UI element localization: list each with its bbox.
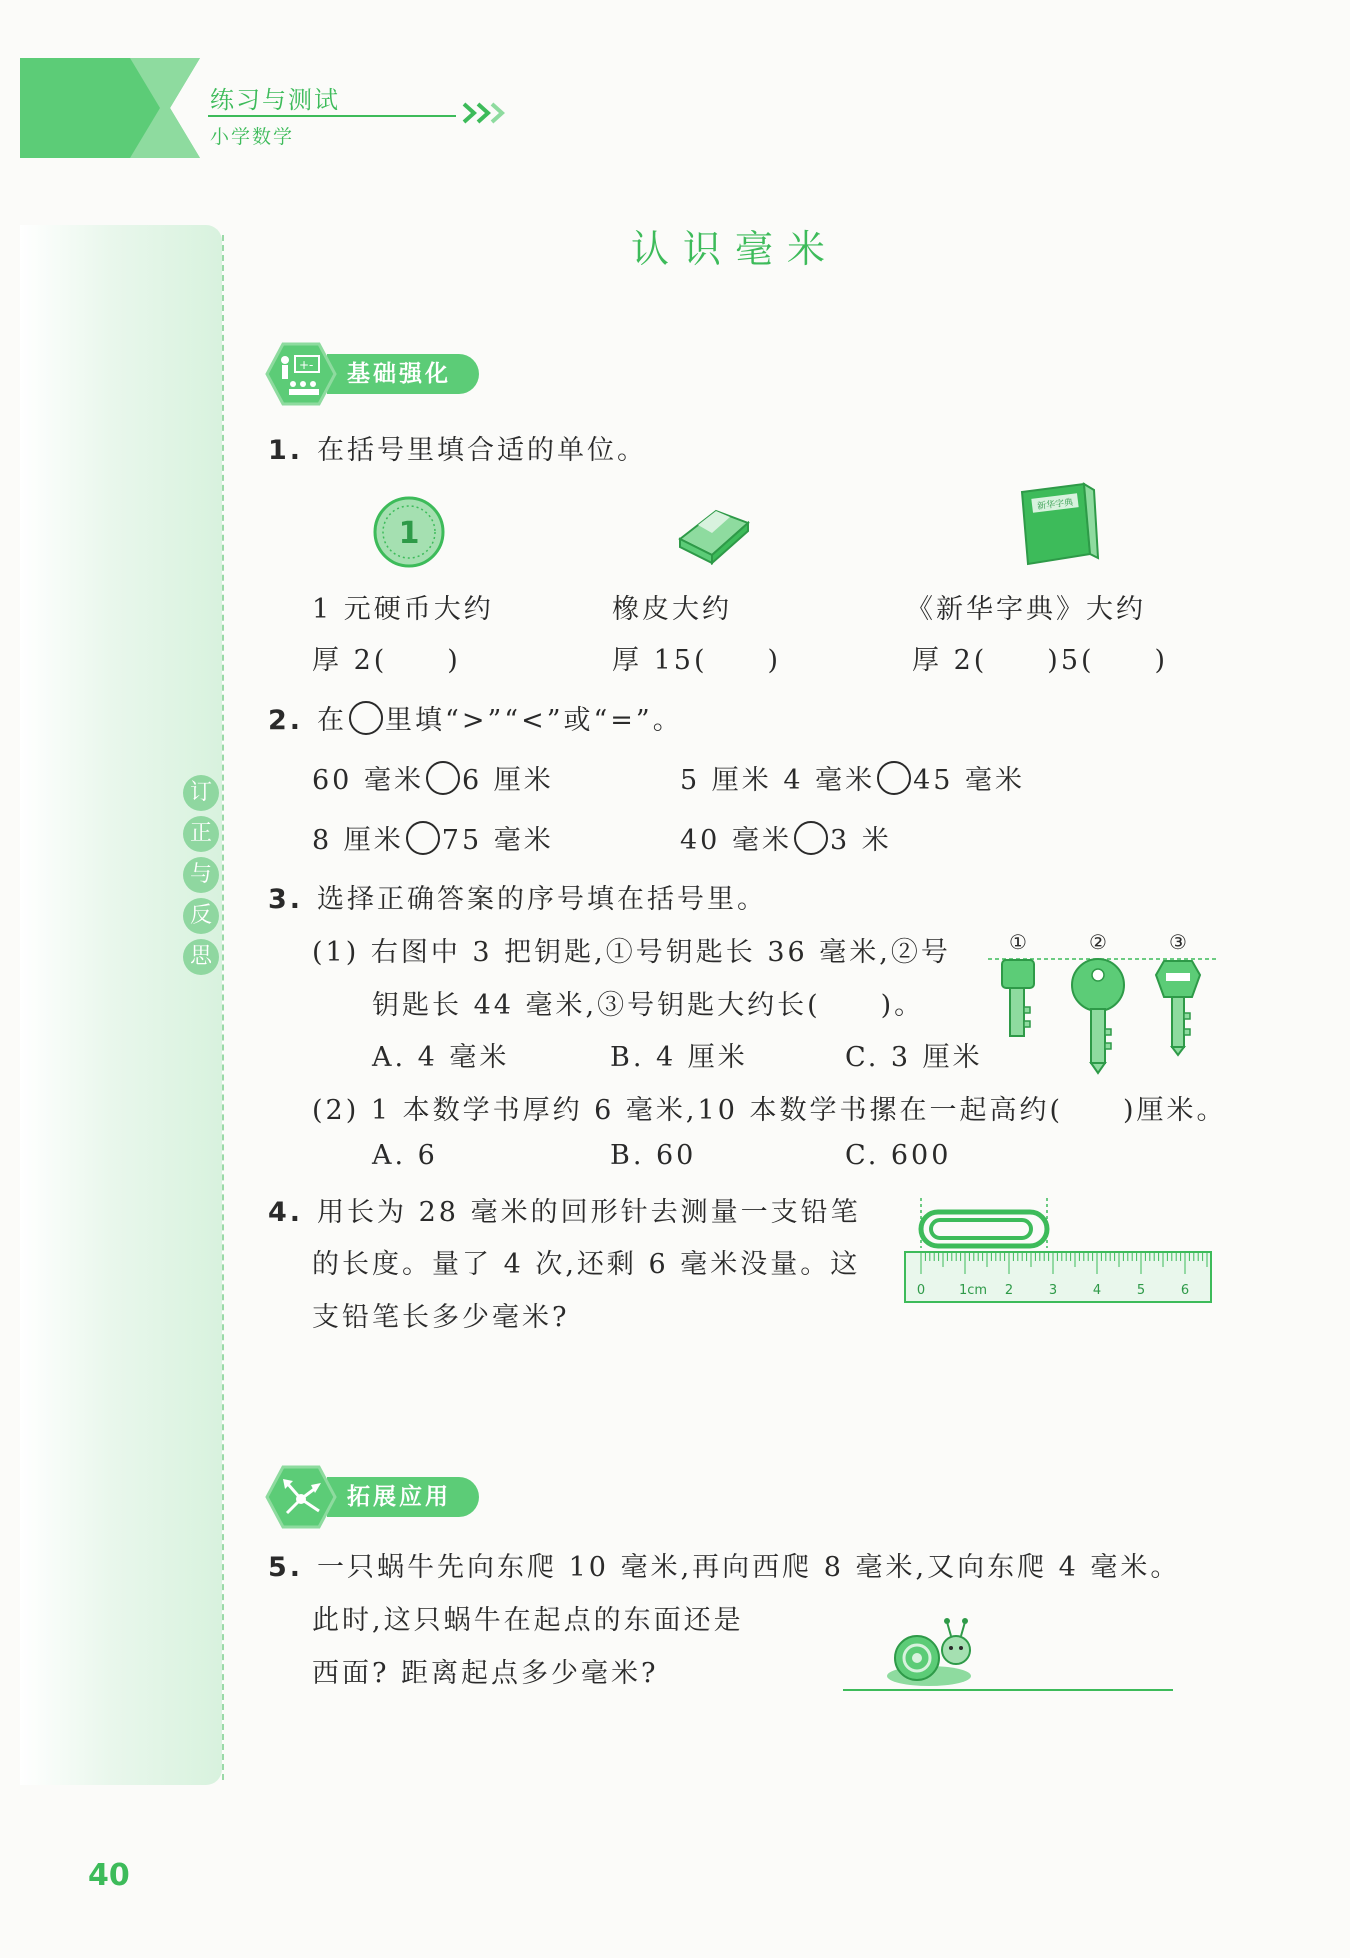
question-3 [268,877,767,916]
question-3-text: 选择正确答案的序号填在括号里。 [317,884,768,915]
q1-item-coin-line1: 1 元硬币大约 [312,594,494,625]
question-5-line-1: 一只蜗牛先向东爬 10 毫米,再向西爬 8 毫米,又向东爬 4 毫米。 [317,1552,1181,1583]
ruler-label-0: 0 [916,1283,926,1298]
ruler-label-6: 6 [1180,1283,1190,1298]
coin-label: 1 [398,516,420,551]
section-extend-badge [265,1465,545,1527]
header-band [20,58,200,158]
q2-item-2 [680,758,1025,797]
q3-part1-line1: (1) 右图中 3 把钥匙,①号钥匙长 36 毫米,②号 [312,937,951,968]
chevrons-icon [462,101,512,125]
q1-item-eraser-line2: 厚 15( ) [612,645,782,676]
question-1-number: 1. [268,435,304,466]
question-5-line-2: 此时,这只蜗牛在起点的东面还是 [312,1605,744,1636]
question-5-line-3: 西面? 距离起点多少毫米? [312,1658,659,1689]
expand-arrows-icon [265,1465,337,1529]
question-2-number: 2. [268,705,304,736]
side-tab-5: 思 [183,939,219,975]
side-tab-4: 反 [183,898,219,934]
ruler-label-4: 4 [1092,1283,1102,1298]
q2-item-3-left: 8 厘米 [312,825,404,856]
q3-part1-option-c[interactable]: C. 3 厘米 [845,1042,983,1073]
q2-item-3-right: 75 毫米 [441,825,554,856]
section-extend-label: 拓展应用 [327,1477,479,1517]
q2-item-1-left: 60 毫米 [312,765,424,796]
snail-figure [843,1612,1173,1694]
section-basic-badge [265,342,545,404]
q1-item-dictionary-line2: 厚 2( )5( ) [912,645,1169,676]
page-title: 认识毫米 [630,227,839,271]
header-rule [208,115,456,117]
side-tab-3: 与 [183,857,219,893]
q2-item-4 [680,818,892,857]
margin-dashed-line [222,235,224,1780]
question-2 [268,698,683,737]
ruler-label-2: 2 [1004,1283,1014,1298]
question-2-text-b: 里填“>”“<”或“=”。 [385,705,683,736]
q3-part1-line2: 钥匙长 44 毫米,③号钥匙大约长( )。 [372,990,925,1021]
question-5 [268,1545,1180,1584]
side-tab-2: 正 [183,816,219,852]
side-tab-1: 订 [183,775,219,811]
key-2-icon [1072,959,1124,1073]
question-4 [268,1190,861,1229]
q3-part2-option-c[interactable]: C. 600 [845,1140,952,1171]
question-2-text-a: 在 [317,705,348,736]
question-3-number: 3. [268,884,304,915]
ruler-label-5: 5 [1136,1283,1146,1298]
paperclip-ruler-figure [903,1192,1215,1312]
header-title: 练习与测试 [210,86,340,114]
key-1-icon [1002,960,1034,1036]
question-4-line-3: 支铅笔长多少毫米? [312,1302,570,1333]
compare-circle-icon [349,701,383,735]
paperclip-icon [921,1212,1047,1246]
q2-item-4-right: 3 米 [829,825,892,856]
answer-circle[interactable] [406,821,440,855]
key-label-2: ② [1089,930,1107,954]
q1-item-eraser-line1: 橡皮大约 [612,594,732,625]
page-number: 40 [88,1858,130,1893]
answer-circle[interactable] [877,761,911,795]
side-tab-group [183,775,219,980]
dictionary-icon [1010,478,1100,568]
q3-part1-option-a[interactable]: A. 4 毫米 [372,1042,510,1073]
teacher-icon [265,342,337,406]
key-label-3: ③ [1169,930,1187,954]
dictionary-title: 新华字典 [1036,497,1074,513]
q3-part1-option-b[interactable]: B. 4 厘米 [610,1042,748,1073]
q3-part2-option-b[interactable]: B. 60 [610,1140,697,1171]
question-4-line-1: 用长为 28 毫米的回形针去测量一支铅笔 [317,1197,861,1228]
snail-icon [887,1618,971,1686]
question-1 [268,428,647,467]
q2-item-1 [312,758,554,797]
ruler-icon [905,1252,1211,1302]
key-3-icon [1156,961,1200,1055]
question-4-number: 4. [268,1197,304,1228]
ruler-label-1: 1cm [958,1283,988,1298]
q2-item-2-left: 5 厘米 4 毫米 [680,765,876,796]
header-subtitle: 小学数学 [210,126,295,148]
correction-margin [20,225,222,1785]
question-4-line-2: 的长度。量了 4 次,还剩 6 毫米没量。这 [312,1249,861,1280]
question-1-text: 在括号里填合适的单位。 [317,435,648,466]
q2-item-3 [312,818,554,857]
section-basic-label: 基础强化 [327,354,479,394]
q3-part2-line: (2) 1 本数学书厚约 6 毫米,10 本数学书摞在一起高约( )厘米。 [312,1095,1227,1126]
key-label-1: ① [1009,930,1027,954]
keys-figure [988,925,1218,1085]
q1-item-coin-line2: 厚 2( ) [312,645,461,676]
q1-item-dictionary-line1: 《新华字典》大约 [906,594,1146,625]
q3-part2-option-a[interactable]: A. 6 [372,1140,438,1171]
coin-icon [372,495,446,569]
ruler-label-3: 3 [1048,1283,1058,1298]
question-5-number: 5. [268,1552,304,1583]
answer-circle[interactable] [426,761,460,795]
q2-item-1-right: 6 厘米 [461,765,554,796]
svg-text:+-: +- [299,358,314,372]
q2-item-2-right: 45 毫米 [913,765,1026,796]
eraser-icon [672,505,752,565]
answer-circle[interactable] [794,821,828,855]
q2-item-4-left: 40 毫米 [680,825,792,856]
